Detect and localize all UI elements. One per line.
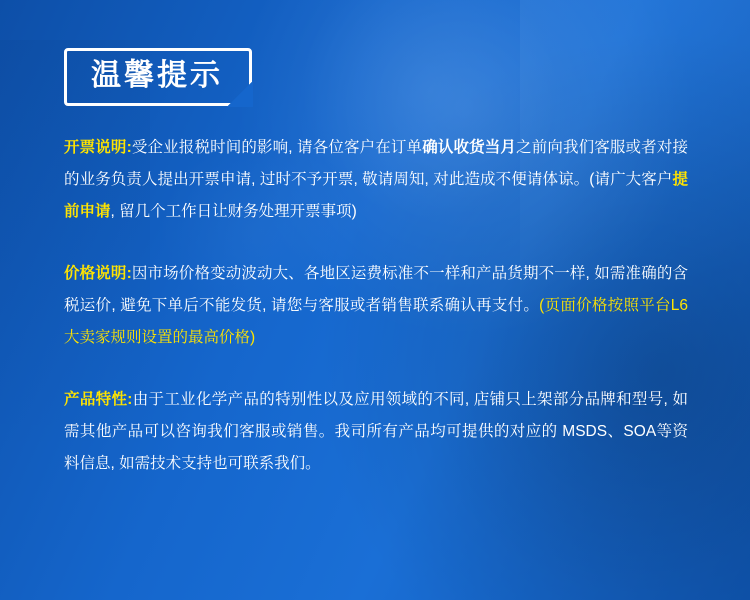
paragraph-product-text: 由于工业化学产品的特别性以及应用领域的不同, 店铺只上架部分品牌和型号, 如需其他产品可以咨询我们客服或销售。我司所有产品均可提供的对应的 MSDS、SOA等资料信息, 如需技术支持也可联系我们。 bbox=[64, 391, 688, 472]
paragraph-price-text: 因市场价格变动波动大、各地区运费标准不一样和产品货期不一样, 如需准确的含税运价, 避免下单后不能发货, 请您与客服或者销售联系确认再支付。 bbox=[64, 265, 688, 314]
paragraph-product-label: 产品特性: bbox=[64, 391, 133, 408]
paragraph-price-note: (页面价格按照平台L6大卖家规则设置的最高价格) bbox=[64, 297, 689, 346]
paragraph-invoice-text-1: 受企业报税时间的影响, 请各位客户在订单 bbox=[131, 139, 423, 156]
paragraph-product bbox=[64, 384, 688, 480]
paragraph-invoice-text-2: 之前向我们客服或者对接的业务负责人提出开票申请, 过时不予开票, 敬请周知, 对此造成不便请体谅。(请广大客户 bbox=[64, 139, 688, 188]
title-badge-corner-cut bbox=[227, 81, 253, 107]
paragraph-invoice-text-3: , 留几个工作日让财务处理开票事项) bbox=[110, 203, 357, 220]
notice-content bbox=[64, 132, 688, 480]
paragraph-invoice-highlight-2: 提前申请 bbox=[64, 171, 688, 220]
paragraph-price bbox=[64, 258, 688, 354]
title-badge-frame bbox=[64, 48, 252, 106]
page-title: 温馨提示 bbox=[91, 59, 223, 92]
paragraph-price-label: 价格说明: bbox=[64, 265, 132, 282]
paragraph-invoice-highlight-1: 确认收货当月 bbox=[422, 139, 517, 156]
paragraph-invoice bbox=[64, 132, 688, 228]
title-badge bbox=[64, 48, 252, 106]
paragraph-invoice-label: 开票说明: bbox=[64, 139, 132, 156]
